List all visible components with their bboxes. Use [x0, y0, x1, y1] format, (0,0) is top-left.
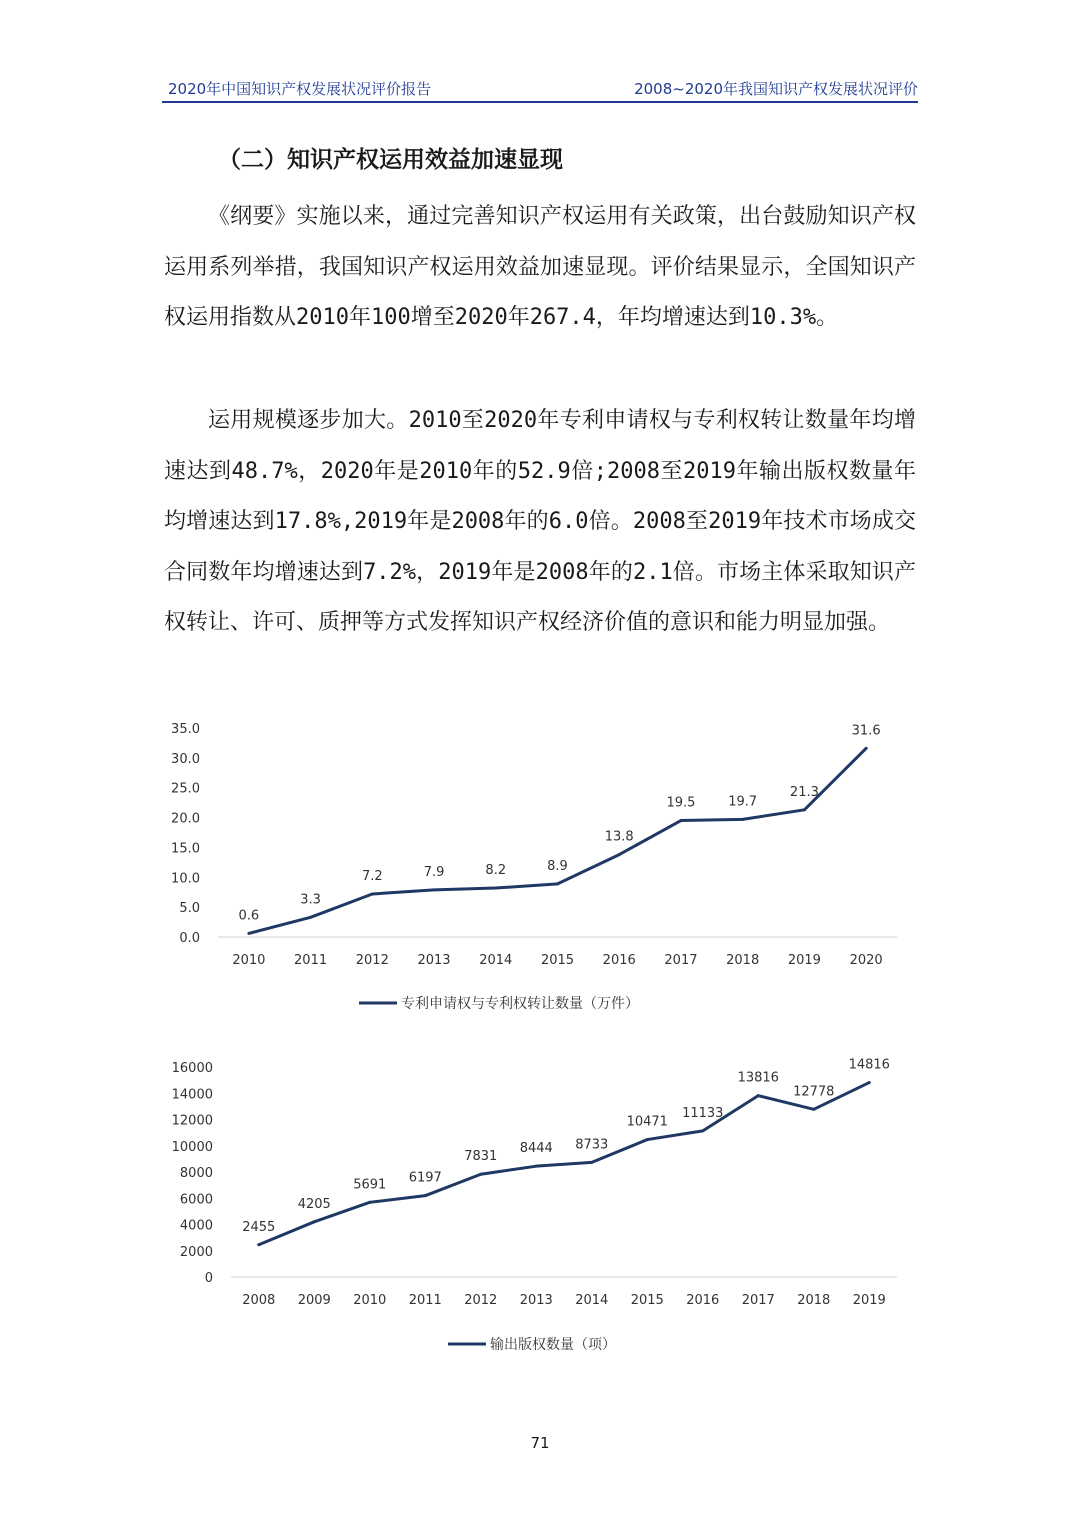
y-tick-label: 10.0	[171, 871, 200, 887]
y-tick-label: 25.0	[171, 781, 200, 797]
data-point	[556, 882, 559, 885]
legend-label: 输出版权数量（项）	[490, 1337, 616, 1353]
data-point	[741, 818, 744, 821]
y-tick-label: 8000	[179, 1166, 213, 1181]
x-tick-label: 2008	[242, 1293, 276, 1308]
data-label: 31.6	[851, 723, 881, 739]
y-tick-label: 6000	[179, 1192, 213, 1208]
data-point	[313, 1220, 316, 1223]
data-point	[679, 819, 682, 822]
data-point	[433, 888, 436, 891]
data-point	[865, 747, 868, 750]
data-point	[371, 893, 374, 896]
data-label: 21.3	[789, 784, 819, 800]
data-label: 3.3	[300, 892, 321, 908]
x-tick-label: 2014	[479, 953, 513, 968]
y-tick-label: 20.0	[171, 811, 200, 827]
data-label: 8733	[575, 1137, 609, 1153]
x-tick-label: 2010	[353, 1293, 387, 1308]
x-tick-label: 2018	[726, 953, 760, 968]
x-tick-label: 2011	[294, 953, 328, 968]
x-tick-label: 2011	[408, 1293, 442, 1308]
data-point	[257, 1243, 260, 1246]
body-paragraph: 运用规模逐步加大。2010至2020年专利申请权与专利权转让数量年均增速达到48.7%，2020年是2010年的52.9倍;2008至2019年输出版权数量年均增速达到17.8%,2019年是2008年的6.0倍。2008至2019年技术市场成交合同数年均增速达到7.2%，2019年是2008年的2.1倍。市场主体采取知识产权转让、许可、质押等方式发挥知识产权经济价值的意识和能力明显加强。	[164, 408, 916, 636]
header-report-title: 2020年中国知识产权发展状况评价报告	[168, 80, 432, 98]
data-label: 8.9	[547, 858, 568, 874]
data-label: 8.2	[485, 863, 507, 879]
data-point	[757, 1094, 760, 1097]
x-tick-label: 2009	[297, 1293, 331, 1308]
legend-label: 专利申请权与专利权转让数量（万件）	[401, 996, 639, 1012]
data-label: 14816	[848, 1057, 890, 1073]
data-label: 7.2	[361, 869, 383, 885]
x-tick-label: 2017	[664, 953, 698, 968]
data-point	[479, 1173, 482, 1176]
data-label: 19.5	[666, 795, 696, 811]
data-point	[812, 1108, 815, 1111]
data-point	[803, 808, 806, 811]
x-tick-label: 2018	[797, 1293, 831, 1308]
data-label: 6197	[408, 1170, 442, 1186]
data-label: 13.8	[604, 829, 634, 845]
data-label: 5691	[353, 1177, 387, 1193]
x-tick-label: 2019	[852, 1293, 886, 1308]
data-label: 12778	[793, 1084, 835, 1100]
data-label: 11133	[682, 1105, 724, 1121]
body-paragraph: 《纲要》实施以来，通过完善知识产权运用有关政策，出台鼓励知识产权运用系列举措，我国知识产权运用效益加速显现。评价结果显示，全国知识产权运用指数从2010年100增至2020年267.4，年均增速达到10.3%。	[164, 204, 916, 331]
x-tick-label: 2010	[232, 953, 266, 968]
data-point	[247, 932, 250, 935]
x-tick-label: 2012	[355, 953, 389, 968]
running-header	[162, 74, 918, 102]
data-label: 8444	[519, 1141, 553, 1157]
data-point	[424, 1194, 427, 1197]
data-point	[590, 1161, 593, 1164]
section-title: （二）知识产权运用效益加速显现	[218, 147, 563, 173]
x-tick-label: 2016	[686, 1293, 720, 1308]
x-tick-label: 2019	[787, 953, 821, 968]
data-point	[868, 1081, 871, 1084]
y-tick-label: 2000	[179, 1244, 213, 1260]
data-point	[646, 1138, 649, 1141]
y-tick-label: 35.0	[171, 722, 200, 737]
data-point	[701, 1129, 704, 1132]
header-chapter-title: 2008~2020年我国知识产权发展状况评价	[634, 80, 918, 98]
data-label: 7831	[464, 1149, 498, 1165]
x-tick-label: 2017	[741, 1293, 775, 1308]
x-tick-label: 2012	[464, 1293, 498, 1308]
y-tick-label: 0.0	[179, 931, 200, 946]
y-tick-label: 16000	[171, 1061, 213, 1076]
x-tick-label: 2013	[519, 1293, 553, 1308]
patent-transfer-line-chart	[160, 710, 920, 1020]
y-tick-label: 14000	[171, 1087, 213, 1103]
x-tick-label: 2020	[849, 953, 883, 968]
x-tick-label: 2015	[540, 953, 575, 968]
data-point	[368, 1201, 371, 1204]
copyright-export-line-chart	[160, 1050, 920, 1360]
data-point	[535, 1165, 538, 1168]
y-tick-label: 15.0	[171, 841, 200, 857]
y-tick-label: 30.0	[171, 751, 200, 767]
data-label: 2455	[242, 1219, 276, 1235]
x-tick-label: 2014	[575, 1293, 609, 1308]
series-line	[249, 748, 866, 933]
page-number: 71	[530, 1434, 550, 1452]
y-tick-label: 10000	[171, 1139, 213, 1155]
data-label: 10471	[626, 1114, 668, 1130]
data-label: 4205	[297, 1196, 331, 1212]
data-point	[309, 916, 312, 919]
y-tick-label: 12000	[171, 1113, 213, 1129]
data-label: 7.9	[423, 864, 445, 880]
x-tick-label: 2013	[417, 953, 451, 968]
data-point	[494, 887, 497, 890]
x-tick-label: 2016	[602, 953, 636, 968]
series-line	[259, 1083, 870, 1245]
data-point	[618, 853, 621, 856]
y-tick-label: 0	[204, 1271, 213, 1286]
data-label: 19.7	[728, 794, 758, 810]
header-divider	[162, 101, 918, 103]
data-label: 0.6	[238, 908, 260, 924]
x-tick-label: 2015	[630, 1293, 664, 1308]
y-tick-label: 4000	[179, 1218, 213, 1234]
y-tick-label: 5.0	[179, 901, 200, 917]
data-label: 13816	[737, 1070, 779, 1086]
